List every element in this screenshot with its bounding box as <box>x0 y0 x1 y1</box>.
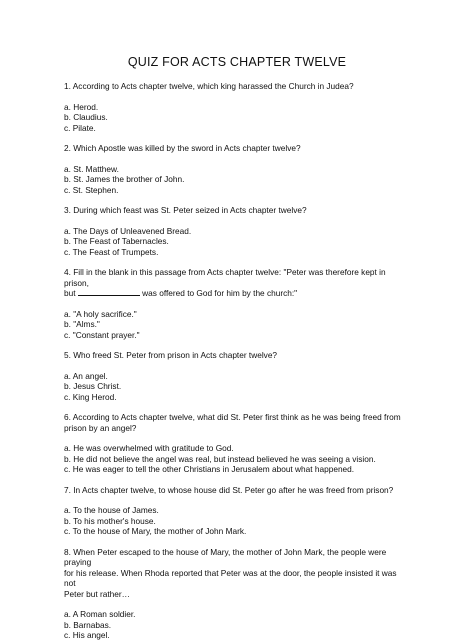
question-7-stem: 7. In Acts chapter twelve, to whose house did St. Peter go after he was freed from prison? <box>64 484 394 495</box>
option-a: a. To the house of James. <box>64 505 159 515</box>
option-a: a. "A holy sacrifice." <box>64 308 137 319</box>
question-6 <box>64 412 410 475</box>
option-a: a. Herod. <box>64 101 99 112</box>
question-2-stem: 2. Which Apostle was killed by the sword in Acts chapter twelve? <box>64 143 301 153</box>
option-a: a. A Roman soldier. <box>64 609 136 619</box>
option-a: a. An angel. <box>64 370 108 381</box>
question-4 <box>64 267 410 340</box>
option-c: c. His angel. <box>64 630 110 640</box>
option-c: c. To the house of Mary, the mother of John Mark. <box>64 526 247 536</box>
question-4-stem-post: was offered to God for him by the church:" <box>139 288 298 298</box>
question-7 <box>64 485 410 537</box>
option-c: c. St. Stephen. <box>64 184 119 195</box>
question-5-options <box>64 371 410 403</box>
question-5 <box>64 350 410 402</box>
question-list <box>64 81 410 641</box>
option-b: b. Barnabas. <box>64 619 112 630</box>
question-3-options <box>64 226 410 258</box>
quiz-title: QUIZ FOR ACTS CHAPTER TWELVE <box>127 55 347 69</box>
question-3 <box>64 205 410 257</box>
question-3-stem: 3. During which feast was St. Peter seized in Acts chapter twelve? <box>64 205 307 215</box>
option-b: b. The Feast of Tabernacles. <box>64 236 169 246</box>
question-4-stem-line1: 4. Fill in the blank in this passage from Acts chapter twelve: "Peter was therefore kept in prison, <box>64 267 386 288</box>
option-c: c. King Herod. <box>64 391 117 402</box>
question-5-stem: 5. Who freed St. Peter from prison in Acts chapter twelve? <box>64 350 278 360</box>
question-8-stem-line3: Peter but rather… <box>64 588 130 599</box>
question-2-options <box>64 164 410 196</box>
question-4-stem <box>64 267 410 299</box>
option-b: b. St. James the brother of John. <box>64 174 185 184</box>
option-a: a. He was overwhelmed with gratitude to God. <box>64 443 234 453</box>
question-6-stem <box>64 412 410 433</box>
question-8-stem-line2: for his release. When Rhoda reported that Peter was at the door, the people insisted it was not <box>64 567 397 588</box>
question-8-stem <box>64 547 410 600</box>
question-1-options <box>64 102 410 134</box>
question-6-options <box>64 443 410 475</box>
question-6-stem-line2: prison by an angel? <box>64 422 137 433</box>
question-2 <box>64 143 410 195</box>
option-c: c. He was eager to tell the other Christians in Jerusalem about what happened. <box>64 464 355 474</box>
question-1 <box>64 81 410 133</box>
fill-in-blank <box>78 288 140 296</box>
option-a: a. The Days of Unleavened Bread. <box>64 225 192 236</box>
question-1-stem: 1. According to Acts chapter twelve, which king harassed the Church in Judea? <box>64 81 354 91</box>
option-c: c. "Constant prayer." <box>64 329 140 340</box>
question-8-options <box>64 609 410 641</box>
question-6-stem-line1: 6. According to Acts chapter twelve, what did St. Peter first think as he was being freed from <box>64 412 401 422</box>
question-8-stem-line1: 8. When Peter escaped to the house of Mary, the mother of John Mark, the people were praying <box>64 546 387 567</box>
question-7-options <box>64 505 410 537</box>
option-b: b. He did not believe the angel was real, but instead believed he was seeing a vision. <box>64 453 376 464</box>
question-4-options <box>64 309 410 341</box>
question-8 <box>64 547 410 641</box>
option-a: a. St. Matthew. <box>64 163 119 174</box>
option-c: c. Pilate. <box>64 122 96 133</box>
option-b: b. To his mother's house. <box>64 515 156 526</box>
option-c: c. The Feast of Trumpets. <box>64 246 159 257</box>
option-b: b. Claudius. <box>64 112 108 122</box>
option-b: b. "Alms." <box>64 319 100 329</box>
option-b: b. Jesus Christ. <box>64 381 122 391</box>
question-4-stem-pre: but <box>64 288 78 298</box>
